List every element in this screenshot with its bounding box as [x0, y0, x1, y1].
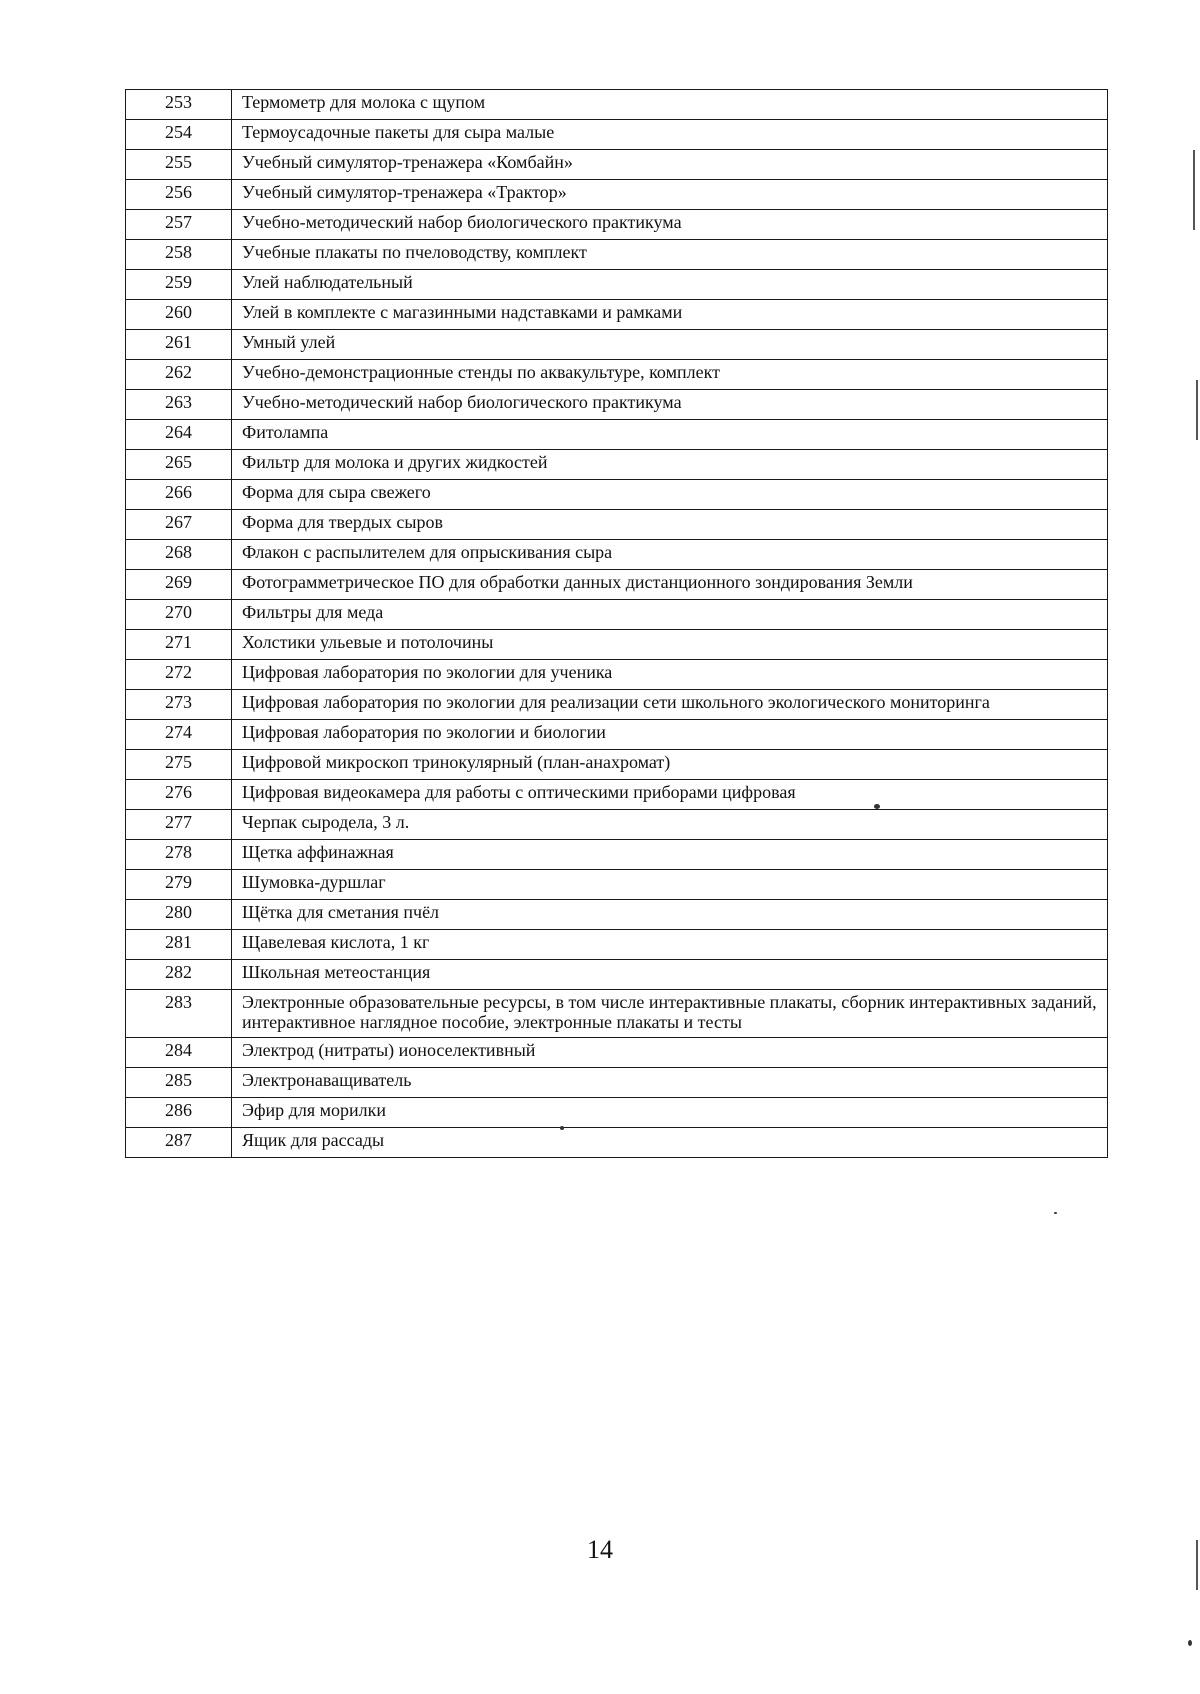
- item-name: Улей в комплекте с магазинными надставками и рамками: [232, 300, 1108, 330]
- row-number: 280: [126, 900, 232, 930]
- item-name: Эфир для морилки: [232, 1098, 1108, 1128]
- row-number: 262: [126, 360, 232, 390]
- table-row: [126, 120, 1108, 150]
- item-name: Учебный симулятор-тренажера «Трактор»: [232, 180, 1108, 210]
- table-row: [126, 780, 1108, 810]
- item-name: Фильтр для молока и других жидкостей: [232, 450, 1108, 480]
- item-name: Электрод (нитраты) ионоселективный: [232, 1038, 1108, 1068]
- row-number: 266: [126, 480, 232, 510]
- table-row: [126, 180, 1108, 210]
- row-number: 257: [126, 210, 232, 240]
- row-number: 283: [126, 990, 232, 1038]
- row-number: 268: [126, 540, 232, 570]
- row-number: 273: [126, 690, 232, 720]
- table-row: [126, 450, 1108, 480]
- table-row: [126, 240, 1108, 270]
- item-name: Учебные плакаты по пчеловодству, комплект: [232, 240, 1108, 270]
- table-row: [126, 1068, 1108, 1098]
- row-number: 271: [126, 630, 232, 660]
- table-row: [126, 690, 1108, 720]
- item-name: Учебно-методический набор биологического практикума: [232, 210, 1108, 240]
- item-name: Цифровая видеокамера для работы с оптическими приборами цифровая: [232, 780, 1108, 810]
- items-table-body: [126, 90, 1108, 1158]
- item-name: Улей наблюдательный: [232, 270, 1108, 300]
- item-name: Цифровая лаборатория по экологии для реализации сети школьного экологического мониторинга: [232, 690, 1108, 720]
- item-name: Щавелевая кислота, 1 кг: [232, 930, 1108, 960]
- table-row: [126, 900, 1108, 930]
- item-name: Учебно-демонстрационные стенды по аквакультуре, комплект: [232, 360, 1108, 390]
- item-name: Электронные образовательные ресурсы, в том числе интерактивные плакаты, сборник интерактивных заданий, интерактивное наглядное пособие, электронные плакаты и тесты: [232, 990, 1108, 1038]
- table-row: [126, 930, 1108, 960]
- row-number: 255: [126, 150, 232, 180]
- table-row: [126, 600, 1108, 630]
- row-number: 282: [126, 960, 232, 990]
- table-row: [126, 630, 1108, 660]
- item-name: Цифровая лаборатория по экологии для ученика: [232, 660, 1108, 690]
- item-name: Фитолампа: [232, 420, 1108, 450]
- item-name: Школьная метеостанция: [232, 960, 1108, 990]
- row-number: 259: [126, 270, 232, 300]
- item-name: Умный улей: [232, 330, 1108, 360]
- table-row: [126, 210, 1108, 240]
- table-row: [126, 870, 1108, 900]
- row-number: 278: [126, 840, 232, 870]
- table-row: [126, 300, 1108, 330]
- scan-edge-mark: [1196, 380, 1198, 440]
- items-table: [125, 89, 1108, 1158]
- table-row: [126, 150, 1108, 180]
- item-name: Цифровой микроскоп тринокулярный (план-анахромат): [232, 750, 1108, 780]
- row-number: 264: [126, 420, 232, 450]
- row-number: 263: [126, 390, 232, 420]
- row-number: 258: [126, 240, 232, 270]
- table-row: [126, 510, 1108, 540]
- row-number: 254: [126, 120, 232, 150]
- row-number: 272: [126, 660, 232, 690]
- item-name: Холстики ульевые и потолочины: [232, 630, 1108, 660]
- table-row: [126, 480, 1108, 510]
- row-number: 267: [126, 510, 232, 540]
- table-row: [126, 750, 1108, 780]
- table-row: [126, 840, 1108, 870]
- table-row: [126, 1038, 1108, 1068]
- row-number: 276: [126, 780, 232, 810]
- item-name: Форма для сыра свежего: [232, 480, 1108, 510]
- table-row: [126, 1128, 1108, 1158]
- row-number: 253: [126, 90, 232, 120]
- page-number: 14: [587, 1535, 613, 1564]
- item-name: Учебный симулятор-тренажера «Комбайн»: [232, 150, 1108, 180]
- row-number: 285: [126, 1068, 232, 1098]
- scan-speck: [1188, 1640, 1192, 1646]
- item-name: Флакон с распылителем для опрыскивания сыра: [232, 540, 1108, 570]
- row-number: 277: [126, 810, 232, 840]
- scan-speck: [1054, 1212, 1057, 1214]
- item-name: Черпак сыродела, 3 л.: [232, 810, 1108, 840]
- table-row: [126, 960, 1108, 990]
- row-number: 256: [126, 180, 232, 210]
- row-number: 261: [126, 330, 232, 360]
- item-name: Учебно-методический набор биологического практикума: [232, 390, 1108, 420]
- table-row: [126, 420, 1108, 450]
- item-name: Шумовка-дуршлаг: [232, 870, 1108, 900]
- item-name: Ящик для рассады: [232, 1128, 1108, 1158]
- item-name: Термоусадочные пакеты для сыра малые: [232, 120, 1108, 150]
- row-number: 260: [126, 300, 232, 330]
- item-name: Фотограмметрическое ПО для обработки данных дистанционного зондирования Земли: [232, 570, 1108, 600]
- scan-speck: [874, 804, 880, 809]
- scan-speck: [560, 1126, 564, 1130]
- row-number: 281: [126, 930, 232, 960]
- item-name: Щетка аффинажная: [232, 840, 1108, 870]
- item-name: Термометр для молока с щупом: [232, 90, 1108, 120]
- item-name: Цифровая лаборатория по экологии и биологии: [232, 720, 1108, 750]
- table-row: [126, 570, 1108, 600]
- row-number: 286: [126, 1098, 232, 1128]
- table-row: [126, 810, 1108, 840]
- item-name: Электронаващиватель: [232, 1068, 1108, 1098]
- row-number: 270: [126, 600, 232, 630]
- row-number: 279: [126, 870, 232, 900]
- row-number: 265: [126, 450, 232, 480]
- table-row: [126, 330, 1108, 360]
- table-row: [126, 360, 1108, 390]
- item-name: Щётка для сметания пчёл: [232, 900, 1108, 930]
- table-row: [126, 270, 1108, 300]
- table-row: [126, 540, 1108, 570]
- table-row: [126, 390, 1108, 420]
- item-name: Фильтры для меда: [232, 600, 1108, 630]
- table-row: [126, 90, 1108, 120]
- row-number: 287: [126, 1128, 232, 1158]
- table-row: [126, 1098, 1108, 1128]
- item-name: Форма для твердых сыров: [232, 510, 1108, 540]
- row-number: 284: [126, 1038, 232, 1068]
- table-row: [126, 660, 1108, 690]
- table-row: [126, 720, 1108, 750]
- row-number: 275: [126, 750, 232, 780]
- row-number: 269: [126, 570, 232, 600]
- scan-edge-mark: [1193, 150, 1195, 230]
- table-row: [126, 990, 1108, 1038]
- scan-edge-mark: [1196, 1540, 1198, 1590]
- row-number: 274: [126, 720, 232, 750]
